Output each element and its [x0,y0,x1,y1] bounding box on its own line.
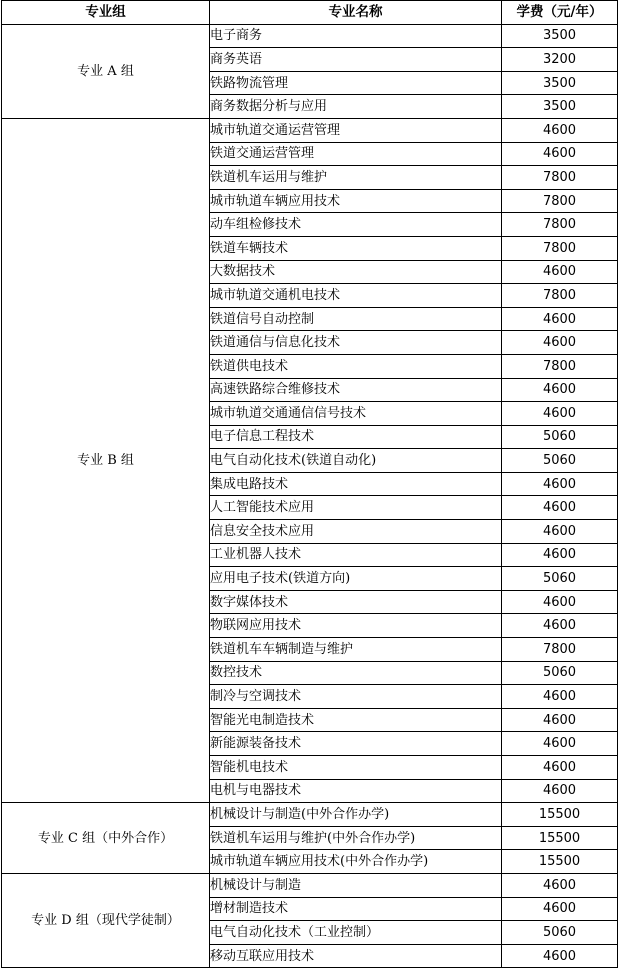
table-header [2,1,618,25]
table-body [2,24,618,968]
major-name-cell: 物联网应用技术 [210,614,502,638]
major-name-cell: 制冷与空调技术 [210,685,502,709]
fee-cell: 4600 [502,118,618,142]
fee-cell: 4600 [502,543,618,567]
fee-cell: 7800 [502,236,618,260]
fee-cell: 4600 [502,897,618,921]
major-name-cell: 智能光电制造技术 [210,708,502,732]
table-row [2,118,618,142]
header-fee: 学费（元/年） [502,1,618,25]
fee-cell: 5060 [502,567,618,591]
major-name-cell: 铁道供电技术 [210,354,502,378]
fee-cell: 3200 [502,48,618,72]
fee-cell: 15500 [502,826,618,850]
major-name-cell: 集成电路技术 [210,472,502,496]
major-name-cell: 铁道机车车辆制造与维护 [210,638,502,662]
table-row [2,873,618,897]
major-name-cell: 铁道通信与信息化技术 [210,331,502,355]
fee-cell: 4600 [502,307,618,331]
major-name-cell: 商务英语 [210,48,502,72]
major-name-cell: 数字媒体技术 [210,590,502,614]
major-name-cell: 电子商务 [210,24,502,48]
fee-cell: 4600 [502,614,618,638]
major-name-cell: 大数据技术 [210,260,502,284]
major-name-cell: 铁道交通运营管理 [210,142,502,166]
tuition-fee-table [1,0,618,968]
header-major: 专业名称 [210,1,502,25]
major-name-cell: 电机与电器技术 [210,779,502,803]
major-name-cell: 城市轨道车辆应用技术 [210,189,502,213]
group-cell: 专业 A 组 [2,24,210,118]
major-name-cell: 铁道信号自动控制 [210,307,502,331]
fee-cell: 7800 [502,189,618,213]
fee-cell: 4600 [502,331,618,355]
fee-cell: 5060 [502,449,618,473]
major-name-cell: 高速铁路综合维修技术 [210,378,502,402]
major-name-cell: 智能机电技术 [210,756,502,780]
table-row [2,803,618,827]
fee-cell: 7800 [502,213,618,237]
header-group: 专业组 [2,1,210,25]
major-name-cell: 新能源装备技术 [210,732,502,756]
major-name-cell: 应用电子技术(铁道方向) [210,567,502,591]
fee-cell: 4600 [502,590,618,614]
fee-cell: 4600 [502,732,618,756]
major-name-cell: 机械设计与制造(中外合作办学) [210,803,502,827]
major-name-cell: 人工智能技术应用 [210,496,502,520]
major-name-cell: 电气自动化技术（工业控制） [210,921,502,945]
fee-cell: 4600 [502,685,618,709]
fee-cell: 3500 [502,24,618,48]
table-row [2,24,618,48]
fee-cell: 4600 [502,873,618,897]
fee-cell: 7800 [502,354,618,378]
major-name-cell: 电子信息工程技术 [210,425,502,449]
group-cell: 专业 D 组（现代学徒制） [2,873,210,967]
major-name-cell: 铁路物流管理 [210,71,502,95]
major-name-cell: 移动互联应用技术 [210,944,502,968]
major-name-cell: 商务数据分析与应用 [210,95,502,119]
major-name-cell: 机械设计与制造 [210,873,502,897]
fee-cell: 7800 [502,284,618,308]
major-name-cell: 铁道车辆技术 [210,236,502,260]
major-name-cell: 铁道机车运用与维护 [210,166,502,190]
major-name-cell: 电气自动化技术(铁道自动化) [210,449,502,473]
major-name-cell: 铁道机车运用与维护(中外合作办学) [210,826,502,850]
fee-cell: 4600 [502,779,618,803]
fee-cell: 3500 [502,95,618,119]
major-name-cell: 城市轨道交通通信信号技术 [210,402,502,426]
fee-cell: 4600 [502,260,618,284]
major-name-cell: 城市轨道交通运营管理 [210,118,502,142]
major-name-cell: 城市轨道交通机电技术 [210,284,502,308]
fee-cell: 4600 [502,708,618,732]
fee-cell: 7800 [502,638,618,662]
fee-cell: 4600 [502,944,618,968]
fee-cell: 4600 [502,402,618,426]
fee-cell: 4600 [502,378,618,402]
fee-cell: 5060 [502,661,618,685]
fee-cell: 3500 [502,71,618,95]
major-name-cell: 信息安全技术应用 [210,520,502,544]
major-name-cell: 工业机器人技术 [210,543,502,567]
group-cell: 专业 C 组（中外合作） [2,803,210,874]
fee-cell: 7800 [502,166,618,190]
fee-cell: 4600 [502,496,618,520]
major-name-cell: 动车组检修技术 [210,213,502,237]
fee-cell: 4600 [502,520,618,544]
fee-cell: 15500 [502,850,618,874]
fee-cell: 5060 [502,921,618,945]
major-name-cell: 数控技术 [210,661,502,685]
fee-cell: 15500 [502,803,618,827]
fee-cell: 4600 [502,756,618,780]
group-cell: 专业 B 组 [2,118,210,802]
major-name-cell: 增材制造技术 [210,897,502,921]
fee-cell: 5060 [502,425,618,449]
major-name-cell: 城市轨道车辆应用技术(中外合作办学) [210,850,502,874]
header-row [2,1,618,25]
fee-cell: 4600 [502,472,618,496]
fee-cell: 4600 [502,142,618,166]
